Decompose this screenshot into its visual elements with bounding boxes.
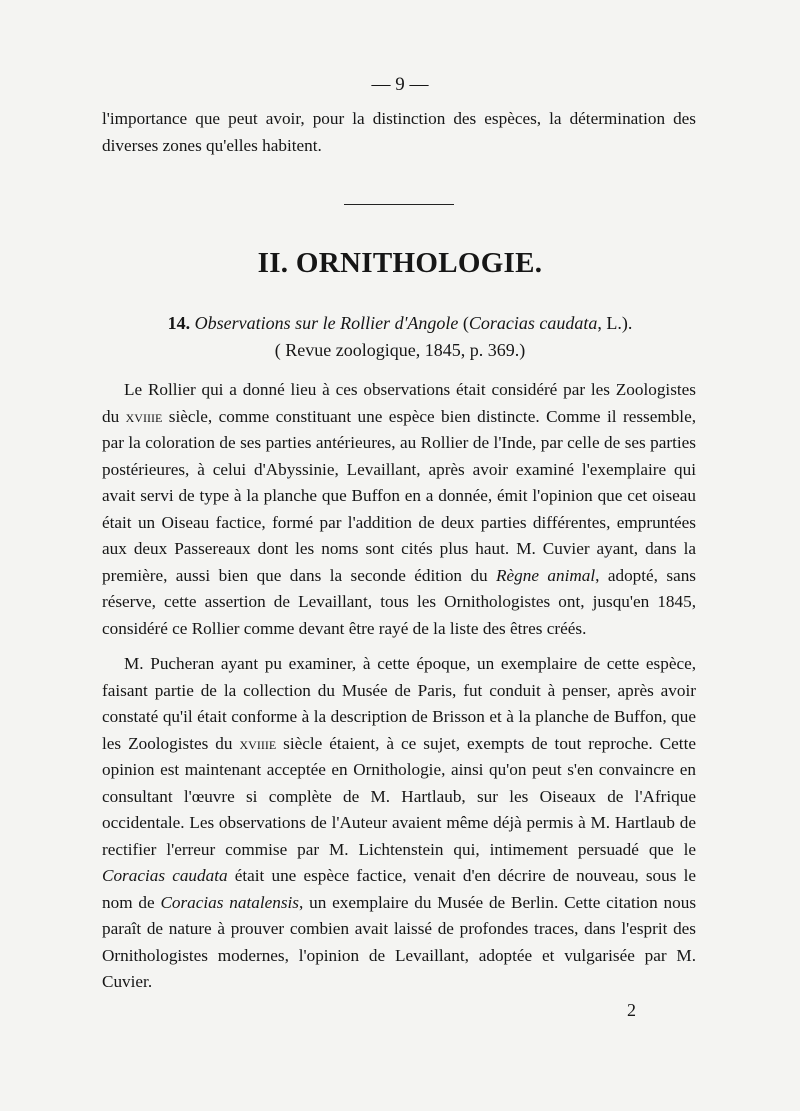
entry-number: 14. — [167, 313, 191, 333]
p1-century: xviiie — [125, 406, 163, 426]
section-title: II. ORNITHOLOGIE. — [257, 247, 543, 279]
p1-part2: siècle, comme constituant une espèce bien distincte. Comme il ressemble, par la coloration de ses parties antérieures, au Rollier de l'Inde, par celle de ses parties postérieures, à celui d'Abyssinie, Levaillant, après avoir examiné l'exemplaire qui avait servi de type à la planche que Buffon en a donnée, émit l'opinion que cet oiseau était un Oiseau factice, formé par l'addition de deux parties différentes, empruntées aux deux Passereaux dont les noms sont cités plus haut. M. Cuvier ayant, dans la première, aussi bien que dans la seconde édition du — [102, 406, 696, 585]
p2-part2: siècle étaient, à ce sujet, exempts de tout reproche. Cette opinion est maintenant acceptée en Ornithologie, ainsi qu'on peut s'en convaincre en consultant l'œuvre si complète de M. Hartlaub, sur les Oiseaux de l'Afrique occidentale. Les observations de l'Auteur avaient même déjà permis à M. Hartlaub de rectifier l'erreur commise par M. Lichtenstein qui, intimement persuadé que le — [102, 733, 696, 859]
p1-part1: Le Rollier qui a donné lieu à ces observations était considéré par les Zoologistes du — [102, 380, 696, 426]
p2-part3: était une espèce factice, venait d'en décrire de nouveau, sous le nom de — [102, 866, 697, 912]
entry-source: ( Revue zoologique, 1845, p. 369.) — [274, 340, 526, 360]
p2-part1: M. Pucheran ayant pu examiner, à cette époque, un exemplaire de cette espèce, faisant partie de la collection du Musée de Paris, fut conduit à penser, après avoir constaté qu'il était conforme à la description de Brisson et à la planche de Buffon, que les Zoologistes du — [102, 654, 696, 753]
p2-species-1: Coracias caudata — [102, 866, 228, 885]
body-paragraph-2 — [102, 651, 696, 996]
entry-species: Coracias caudata — [468, 313, 598, 333]
entry-title — [0, 313, 800, 334]
p1-part3: , adopté, sans réserve, cette assertion de Levaillant, tous les Ornithologistes ont, jusqu'en 1845, considéré ce Rollier comme devant être rayé de la liste des êtres créés. — [102, 565, 696, 638]
entry-title-text: Observations sur le Rollier d'Angole — [194, 313, 459, 333]
p2-species-2: Coracias natalensis — [160, 892, 299, 912]
p2-part4: , un exemplaire du Musée de Berlin. Cette citation nous paraît de nature à prouver combien avait laissé de profondes traces, dans l'esprit des Ornithologistes modernes, l'opinion de Levaillant, adoptée et vulgarisée par M. Cuvier. — [102, 892, 697, 991]
entry-title-end: , L.). — [597, 313, 633, 333]
page-number: — 9 — — [371, 74, 429, 95]
body-paragraph-1 — [102, 377, 696, 642]
signature-mark: 2 — [627, 1000, 636, 1020]
entry-title-paren: ( — [458, 313, 469, 333]
p2-century: xviiie — [239, 733, 277, 753]
section-divider — [344, 204, 454, 205]
p1-book-title: Règne animal — [496, 565, 596, 585]
intro-paragraph: l'importance que peut avoir, pour la distinction des espèces, la détermination des diverses zones qu'elles habitent. — [102, 109, 696, 155]
